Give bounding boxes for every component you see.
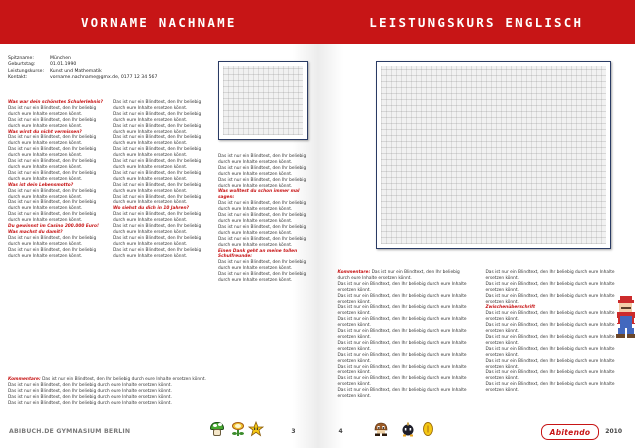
comments-column-2: [486, 270, 616, 394]
answer-text: Das ist nur ein Blindtext, den Ihr beliebig durch eure Inhalte ersetzen könnt.: [337, 388, 467, 400]
answer-text: Das ist nur ein Blindtext, den Ihr beliebig durch eure Inhalte ersetzen könnt.: [337, 352, 467, 364]
right-page: [318, 0, 635, 448]
mushroom-spot: [213, 424, 217, 427]
answer-text: Das ist nur ein Blindtext, den Ihr beliebig durch eure Inhalte ersetzen könnt.: [218, 236, 307, 248]
answer-text: Das ist nur ein Blindtext, den Ihr beliebig durch eure Inhalte ersetzen könnt.: [8, 394, 172, 400]
answer-text: Das ist nur ein Blindtext, den Ihr beliebig durch eure Inhalte ersetzen könnt.: [8, 188, 97, 200]
mario-icon: [613, 294, 635, 340]
answer-text: Das ist nur ein Blindtext, den Ihr beliebig durch eure Inhalte ersetzen könnt.: [485, 311, 615, 323]
answer-text: Das ist nur ein Blindtext, den Ihr beliebig durch eure Inhalte ersetzen könnt.: [485, 346, 615, 358]
mushroom-stem: [213, 429, 221, 436]
answer-text: Das ist nur ein Blindtext, den Ihr beliebig durch eure Inhalte ersetzen könnt.: [218, 165, 307, 177]
left-header-banner: [0, 0, 318, 44]
page-number-right: 4: [338, 428, 343, 435]
answer-text: Das ist nur ein Blindtext, den Ihr beliebig durch eure Inhalte ersetzen könnt.: [218, 213, 307, 224]
comments-paragraph-left: [8, 377, 311, 407]
course-title: LEISTUNGSKURS ENGLISCH: [369, 14, 584, 30]
answer-text: Das ist nur ein Blindtext, den Ihr beliebig durch eure Inhalte ersetzen könnt.: [8, 212, 97, 224]
profile-row-contact: [8, 75, 208, 81]
answer-text: Das ist nur ein Blindtext, den Ihr beliebig durch eure Inhalte ersetzen könnt.: [337, 293, 467, 305]
group-photo-frame: [376, 61, 611, 249]
answer-text: Das ist nur ein Blindtext, den Ihr beliebig durch eure Inhalte ersetzen könnt.: [113, 123, 202, 135]
answer-text: Das ist nur ein Blindtext, den Ihr beliebig durch eure Inhalte ersetzen könnt.: [485, 358, 615, 370]
answer-text: Das ist nur ein Blindtext, den Ihr beliebig durch eure Inhalte ersetzen könnt.: [8, 170, 97, 182]
answer-text: Das ist nur ein Blindtext, den Ihr beliebig durch eure Inhalte ersetzen könnt.: [8, 135, 97, 147]
answer-text: Das ist nur ein Blindtext, den Ihr beliebig durch eure Inhalte ersetzen könnt.: [218, 224, 307, 236]
answer-text: Das ist nur ein Blindtext, den Ihr beliebig durch eure Inhalte ersetzen könnt.: [218, 272, 307, 284]
question-casino: Du gewinnst im Casino 200.000 Euro! Was machst du damit?: [8, 224, 99, 235]
filler-text: Das ist nur ein Blindtext, den Ihr beliebig durch eure Inhalte ersetzen könnt.: [337, 270, 460, 281]
question-life-motto: Was ist dein Lebensmotto?: [8, 182, 74, 188]
answer-text: Das ist nur ein Blindtext, den Ihr beliebig durch eure Inhalte ersetzen könnt.: [8, 247, 97, 259]
answer-text: Das ist nur ein Blindtext, den Ihr beliebig durch eure Inhalte ersetzen könnt.: [485, 323, 615, 335]
comments-text: [338, 270, 468, 282]
answer-text: Das ist nur ein Blindtext, den Ihr beliebig durch eure Inhalte ersetzen könnt.: [485, 281, 615, 293]
answer-text: Das ist nur ein Blindtext, den Ihr beliebig durch eure Inhalte ersetzen könnt.: [8, 147, 97, 159]
profile-value: vorname.nachname@gmx.de, 0177 12 34 567: [50, 75, 158, 81]
answer-text: Das ist nur ein Blindtext, den Ihr beliebig durch eure Inhalte ersetzen könnt.: [8, 105, 97, 117]
answer-text: Das ist nur ein Blindtext, den Ihr beliebig durch eure Inhalte ersetzen könnt.: [337, 329, 467, 340]
mushroom-spot: [218, 423, 222, 426]
answer-text: Das ist nur ein Blindtext, den Ihr beliebig durch eure Inhalte ersetzen könnt.: [113, 247, 202, 259]
answer-text: Das ist nur ein Blindtext, den Ihr beliebig durch eure Inhalte ersetzen könnt.: [337, 376, 467, 388]
star-icon: [248, 421, 264, 437]
page-number-left: 3: [291, 428, 296, 435]
comments-column-1: [338, 270, 468, 400]
profile-info: [8, 56, 208, 82]
answer-text: Das ist nur ein Blindtext, den Ihr beliebig durch eure Inhalte ersetzen könnt.: [8, 159, 97, 170]
answer-text: Das ist nur ein Blindtext, den Ihr beliebig durch eure Inhalte ersetzen könnt.: [8, 200, 97, 212]
answer-text: Das ist nur ein Blindtext, den Ihr beliebig durch eure Inhalte ersetzen könnt.: [113, 135, 202, 147]
answer-text: Das ist nur ein Blindtext, den Ihr beliebig durch eure Inhalte ersetzen könnt.: [113, 147, 202, 159]
answer-text: Das ist nur ein Blindtext, den Ihr beliebig durch eure Inhalte ersetzen könnt.: [113, 194, 202, 206]
right-page-body: [318, 44, 635, 414]
mushroom-icon: [209, 421, 225, 437]
logo-text: Abitendo: [549, 427, 591, 437]
bomb-icon: [400, 421, 416, 437]
abitendo-logo: [541, 424, 599, 440]
answer-text: Das ist nur ein Blindtext, den Ihr beliebig durch eure Inhalte ersetzen könnt.: [337, 317, 467, 329]
year-label: 2010: [605, 428, 622, 435]
comments-label: Kommentare:: [8, 377, 41, 382]
question-always-say: Was wolltest du schon immer mal sagen:: [218, 189, 300, 201]
profile-value: München: [50, 56, 71, 61]
group-photo: [381, 66, 606, 244]
answer-text: Das ist nur ein Blindtext, den Ihr beliebig durch eure Inhalte ersetzen könnt.: [8, 388, 172, 394]
answer-text: Das ist nur ein Blindtext, den Ihr beliebig durch eure Inhalte ersetzen könnt.: [8, 117, 97, 129]
answer-text: Das ist nur ein Blindtext, den Ihr beliebig durch eure Inhalte ersetzen könnt.: [113, 212, 202, 224]
answer-text: Das ist nur ein Blindtext, den Ihr beliebig durch eure Inhalte ersetzen könnt.: [113, 235, 202, 247]
answer-text: Das ist nur ein Blindtext, den Ihr beliebig durch eure Inhalte ersetzen könnt.: [218, 177, 307, 189]
question-ten-years: Wo siehst du dich in 10 Jahren?: [113, 206, 189, 212]
answer-text: Das ist nur ein Blindtext, den Ihr beliebig durch eure Inhalte ersetzen könnt.: [337, 364, 467, 376]
profile-label: Kontakt:: [8, 75, 28, 81]
answer-text: Das ist nur ein Blindtext, den Ihr beliebig durch eure Inhalte ersetzen könnt.: [218, 201, 307, 213]
left-page-body: [0, 44, 318, 414]
question-best-memory: Was war dein schönstes Schulerlebnis?: [8, 100, 103, 105]
answer-text: Das ist nur ein Blindtext, den Ihr beliebig durch eure Inhalte ersetzen könnt.: [8, 400, 172, 406]
answer-text: Das ist nur ein Blindtext, den Ihr beliebig durch eure Inhalte ersetzen könnt.: [337, 340, 467, 352]
answer-text: Das ist nur ein Blindtext, den Ihr beliebig durch eure Inhalte ersetzen könnt.: [218, 154, 307, 165]
profile-value: Kunst und Mathematik: [50, 68, 102, 74]
profile-value: 01.01.1990: [50, 62, 77, 68]
answer-text: Das ist nur ein Blindtext, den Ihr beliebig durch eure Inhalte ersetzen könnt.: [113, 182, 202, 194]
answer-text: Das ist nur ein Blindtext, den Ihr beliebig durch eure Inhalte ersetzen könnt.: [485, 334, 615, 346]
answer-text: Das ist nur ein Blindtext, den Ihr beliebig durch eure Inhalte ersetzen könnt.: [113, 111, 202, 123]
flower-centre: [235, 424, 241, 428]
profile-label: Geburtstag:: [8, 62, 36, 68]
left-footer: [0, 414, 318, 448]
answer-text: Das ist nur ein Blindtext, den Ihr beliebig durch eure Inhalte ersetzen könnt.: [337, 281, 467, 293]
profile-label: Leistungskurse:: [8, 68, 44, 74]
profile-label: Spitzname:: [8, 56, 34, 61]
answer-text: Das ist nur ein Blindtext, den Ihr beliebig durch eure Inhalte ersetzen könnt.: [113, 170, 202, 182]
filler-text: Das ist nur ein Blindtext, den Ihr beliebig durch eure Inhalte ersetzen könnt.: [42, 377, 206, 382]
portrait-photo: [223, 66, 303, 135]
answer-text: Das ist nur ein Blindtext, den Ihr beliebig durch eure Inhalte ersetzen könnt.: [337, 305, 467, 317]
answer-text: Das ist nur ein Blindtext, den Ihr beliebig durch eure Inhalte ersetzen könnt.: [113, 159, 202, 170]
question-thanks: Einen Dank geht an meine tollen Schulfreunde:: [218, 248, 298, 260]
answer-text: Das ist nur ein Blindtext, den Ihr beliebig durch eure Inhalte ersetzen könnt.: [485, 382, 615, 394]
answer-text: Das ist nur ein Blindtext, den Ihr beliebig durch eure Inhalte ersetzen könnt.: [485, 270, 615, 281]
answer-text: Das ist nur ein Blindtext, den Ihr beliebig durch eure Inhalte ersetzen könnt.: [485, 293, 615, 305]
interview-column-2: [113, 100, 211, 259]
answer-text: Das ist nur ein Blindtext, den Ihr beliebig durch eure Inhalte ersetzen könnt.: [8, 235, 97, 247]
flower-leaf: [239, 432, 244, 435]
portrait-photo-frame: [218, 61, 308, 140]
comments-label: Kommentare:: [337, 270, 371, 275]
goomba-icon: [373, 421, 389, 437]
question-not-miss: Was wirst du nicht vermissen?: [8, 129, 82, 135]
answer-text: Das ist nur ein Blindtext, den Ihr beliebig durch eure Inhalte ersetzen könnt.: [113, 100, 202, 111]
answer-text: Das ist nur ein Blindtext, den Ihr beliebig durch eure Inhalte ersetzen könnt.: [218, 260, 307, 272]
answer-text: Das ist nur ein Blindtext, den Ihr beliebig durch eure Inhalte ersetzen könnt.: [113, 224, 202, 235]
answer-text: Das ist nur ein Blindtext, den Ihr beliebig durch eure Inhalte ersetzen könnt.: [8, 382, 172, 388]
answer-text: Das ist nur ein Blindtext, den Ihr beliebig durch eure Inhalte ersetzen könnt.: [485, 370, 615, 382]
flower-icon: [230, 421, 246, 437]
flower-leaf: [232, 432, 237, 435]
interview-column-3: [218, 154, 310, 284]
right-header-banner: [318, 0, 635, 44]
coin-icon: [420, 421, 436, 437]
school-name: ABIBUCH.DE GYMNASIUM BERLIN: [9, 428, 131, 435]
interview-column-1: [8, 100, 106, 259]
right-footer: [318, 414, 635, 448]
subheading: Zwischenüberschrift: [485, 305, 536, 311]
student-name-title: VORNAME NACHNAME: [80, 14, 237, 30]
